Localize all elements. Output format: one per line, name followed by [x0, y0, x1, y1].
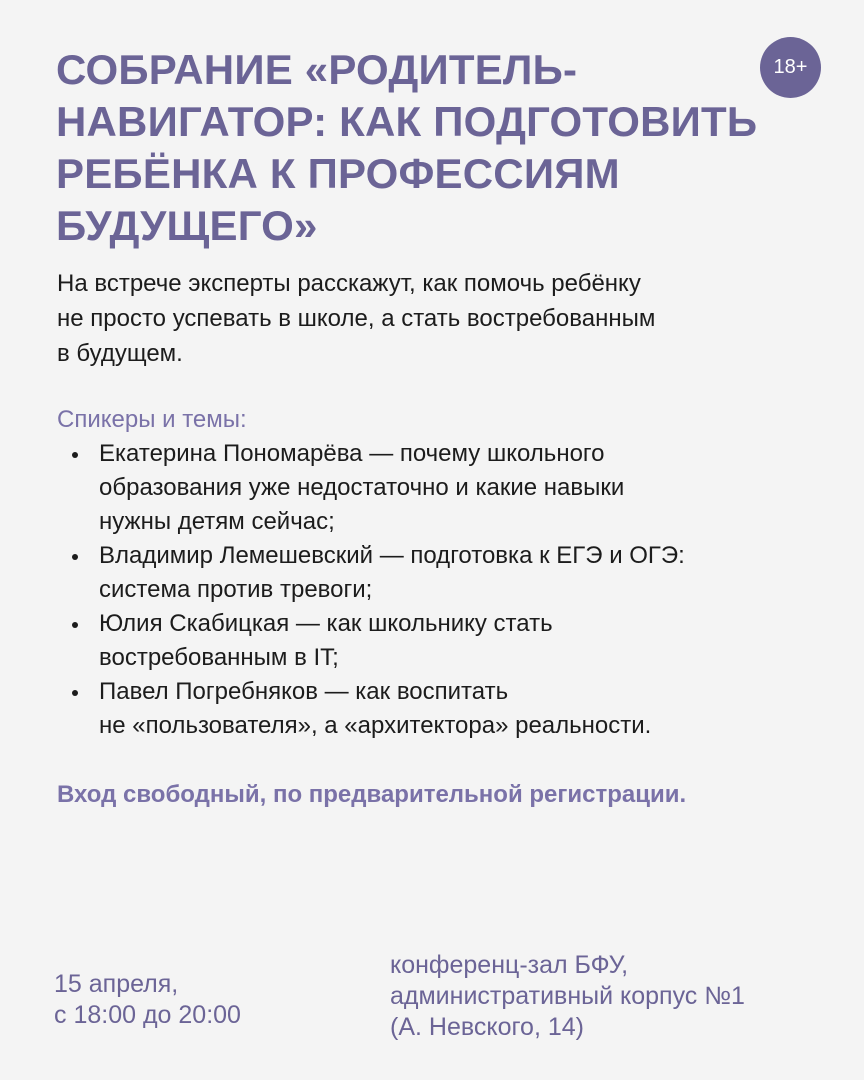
- speaker-item: [57, 607, 847, 675]
- entry-note: Вход свободный, по предварительной регистрации.: [57, 781, 687, 808]
- speaker-line: образования уже недостаточно и какие навыки: [99, 474, 625, 501]
- date-line: с 18:00 до 20:00: [54, 1001, 241, 1029]
- intro-line: На встрече эксперты расскажут, как помочь ребёнку: [57, 270, 641, 297]
- speaker-line: Екатерина Пономарёва — почему школьного: [99, 440, 605, 467]
- date-line: 15 апреля,: [54, 970, 179, 998]
- bullet-icon: [72, 622, 78, 628]
- title-line: СОБРАНИЕ «РОДИТЕЛЬ-: [56, 46, 578, 93]
- speaker-line: Павел Погребняков — как воспитать: [99, 678, 509, 705]
- speaker-line: система против тревоги;: [99, 576, 373, 603]
- speaker-line: востребованным в IT;: [99, 644, 339, 671]
- speakers-heading: Спикеры и темы:: [57, 406, 247, 433]
- title-line: РЕБЁНКА К ПРОФЕССИЯМ: [56, 150, 620, 197]
- event-title: [56, 44, 776, 252]
- intro-text: [57, 266, 817, 371]
- speaker-line: Владимир Лемешевский — подготовка к ЕГЭ и ОГЭ:: [99, 542, 685, 569]
- location-line: конференц-зал БФУ,: [390, 951, 629, 979]
- speaker-line: Юлия Скабицкая — как школьнику стать: [99, 610, 553, 637]
- bullet-icon: [72, 554, 78, 560]
- location-line: (А. Невского, 14): [390, 1013, 584, 1041]
- bullet-icon: [72, 452, 78, 458]
- event-location: [390, 950, 745, 1043]
- title-line: НАВИГАТОР: КАК ПОДГОТОВИТЬ: [56, 98, 758, 145]
- event-date: [54, 969, 241, 1031]
- speaker-line: не «пользователя», а «архитектора» реальности.: [99, 712, 652, 739]
- bullet-icon: [72, 690, 78, 696]
- location-line: административный корпус №1: [390, 982, 745, 1010]
- intro-line: в будущем.: [57, 340, 183, 367]
- speaker-item: [57, 437, 847, 539]
- speaker-line: нужны детям сейчас;: [99, 508, 335, 535]
- age-rating-badge: 18+: [760, 37, 821, 98]
- title-line: БУДУЩЕГО»: [56, 202, 318, 249]
- intro-line: не просто успевать в школе, а стать востребованным: [57, 305, 656, 332]
- speaker-item: [57, 539, 847, 607]
- speaker-item: [57, 675, 847, 743]
- speakers-list: [57, 437, 847, 743]
